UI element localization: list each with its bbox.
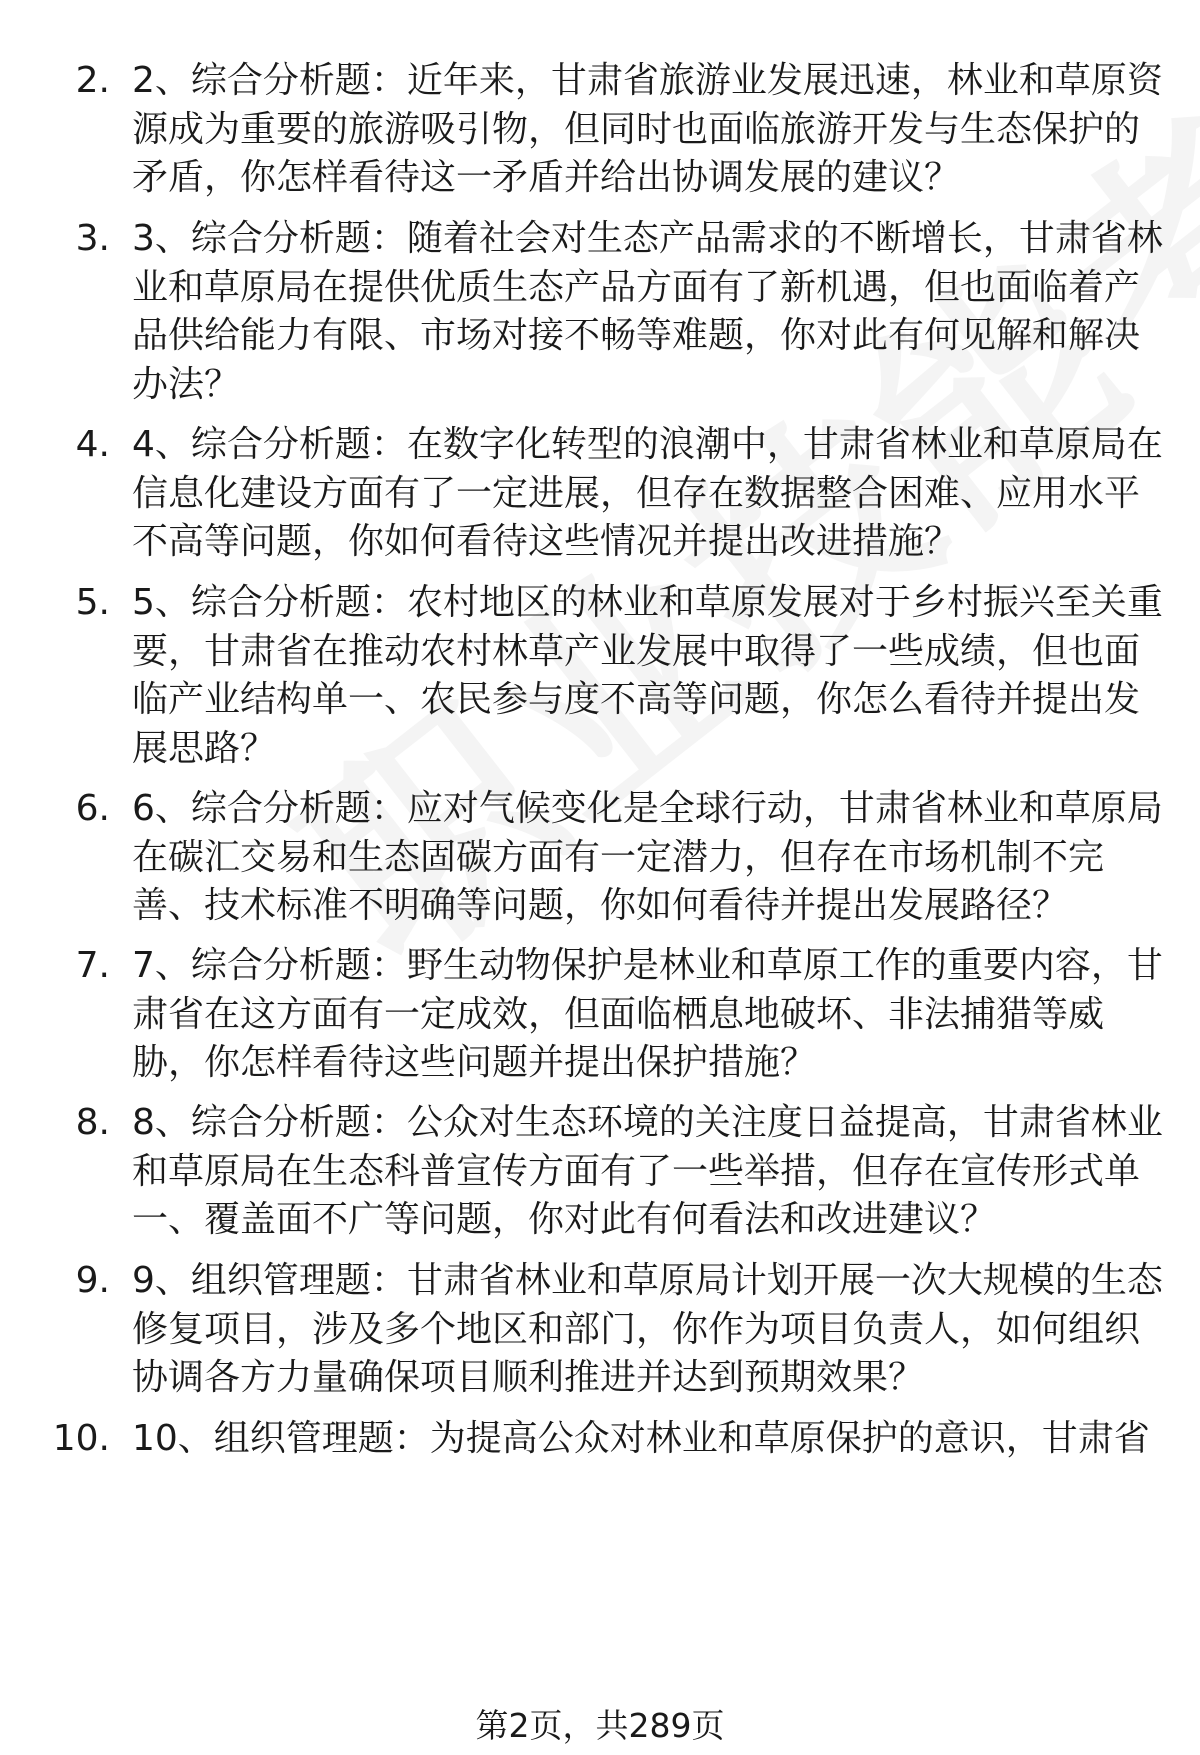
item-text: 9、组织管理题：甘肃省林业和草原局计划开展一次大规模的生态修复项目，涉及多个地区和部门，你作为项目负责人，如何组织协调各方力量确保项目顺利推进并达到预期效果？ (132, 1260, 1163, 1398)
item-number: 3. (75, 218, 110, 259)
item-text: 3、综合分析题：随着社会对生态产品需求的不断增长，甘肃省林业和草原局在提供优质生态产品方面有了新机遇，但也面临着产品供给能力有限、市场对接不畅等难题，你对此有何见解和解决办法？ (132, 218, 1163, 405)
item-text: 5、综合分析题：农村地区的林业和草原发展对于乡村振兴至关重要，甘肃省在推动农村林草产业发展中取得了一些成绩，但也面临产业结构单一、农民参与度不高等问题，你怎么看待并提出发展思路？ (132, 582, 1163, 769)
page-footer: 第2页，共289页 (475, 1706, 725, 1745)
item-text: 10、组织管理题：为提高公众对林业和草原保护的意识，甘肃省 (132, 1418, 1150, 1459)
item-number: 8. (75, 1102, 110, 1143)
item-number: 9. (75, 1260, 110, 1301)
item-text: 4、综合分析题：在数字化转型的浪潮中，甘肃省林业和草原局在信息化建设方面有了一定进展，但存在数据整合困难、应用水平不高等问题，你如何看待这些情况并提出改进措施？ (132, 424, 1163, 562)
item-number: 4. (75, 424, 110, 465)
item-number: 6. (75, 788, 110, 829)
item-text: 7、综合分析题：野生动物保护是林业和草原工作的重要内容，甘肃省在这方面有一定成效，但面临栖息地破坏、非法捕猎等威胁，你怎样看待这些问题并提出保护措施？ (132, 945, 1163, 1083)
item-text: 8、综合分析题：公众对生态环境的关注度日益提高，甘肃省林业和草原局在生态科普宣传方面有了一些举措，但存在宣传形式单一、覆盖面不广等问题，你对此有何看法和改进建议？ (132, 1102, 1163, 1240)
item-number: 5. (75, 582, 110, 623)
item-number: 7. (75, 945, 110, 986)
item-number: 2. (75, 60, 110, 101)
item-text: 6、综合分析题：应对气候变化是全球行动，甘肃省林业和草原局在碳汇交易和生态固碳方面有一定潜力，但存在市场机制不完善、技术标准不明确等问题，你如何看待并提出发展路径？ (132, 788, 1163, 926)
item-number: 10. (52, 1418, 110, 1459)
item-text: 2、综合分析题：近年来，甘肃省旅游业发展迅速，林业和草原资源成为重要的旅游吸引物，但同时也面临旅游开发与生态保护的矛盾，你怎样看待这一矛盾并给出协调发展的建议？ (132, 60, 1163, 198)
